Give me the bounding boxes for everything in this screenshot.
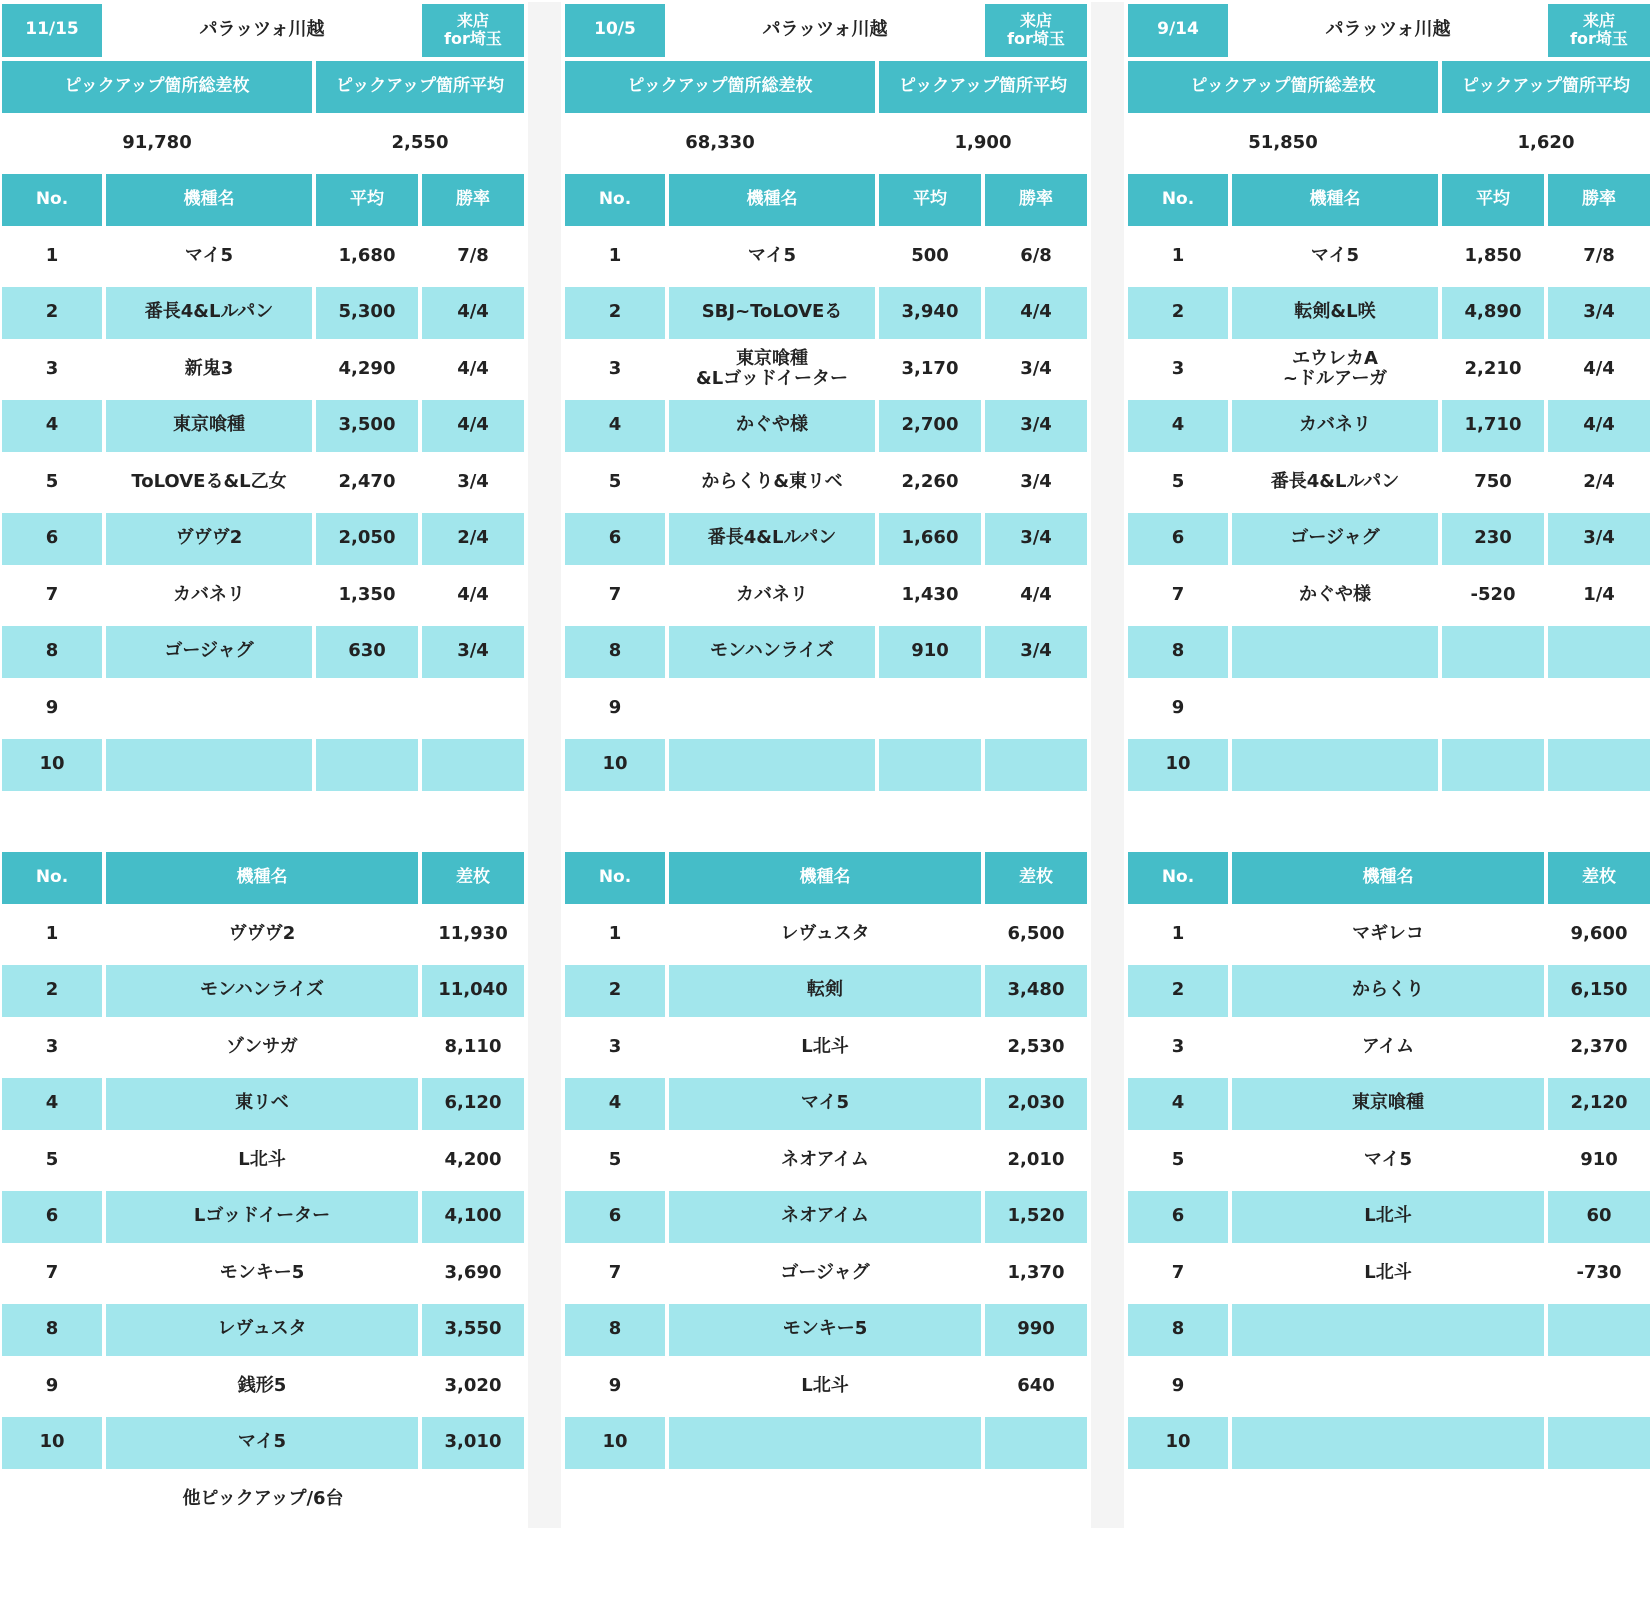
ranking-row-no: 4 bbox=[2, 1078, 102, 1131]
pickup-row-average: -520 bbox=[1442, 569, 1544, 622]
pickup-row-average: 2,050 bbox=[316, 513, 418, 566]
pickup-row-average bbox=[316, 682, 418, 735]
ranking-row-machine: マイ5 bbox=[1232, 1134, 1544, 1187]
col-header-machine: 機種名 bbox=[669, 174, 875, 227]
ranking-row-no: 9 bbox=[2, 1360, 102, 1413]
col-header-average: 平均 bbox=[879, 174, 981, 227]
pickup-row-win-rate: 2/4 bbox=[1548, 456, 1650, 509]
ranking-row-no: 8 bbox=[1128, 1304, 1228, 1357]
pickup-row-no: 1 bbox=[2, 230, 102, 283]
ranking-row-machine: マギレコ bbox=[1232, 908, 1544, 961]
average-diff-value: 2,550 bbox=[316, 117, 524, 170]
pickup-row-no: 10 bbox=[1128, 739, 1228, 792]
pickup-row-no: 2 bbox=[1128, 287, 1228, 340]
pickup-row-average: 2,700 bbox=[879, 400, 981, 453]
col-header-no: No. bbox=[2, 852, 102, 905]
pickup-row-average: 500 bbox=[879, 230, 981, 283]
pickup-row-average: 4,890 bbox=[1442, 287, 1544, 340]
pickup-row-win-rate: 4/4 bbox=[1548, 400, 1650, 453]
pickup-row-win-rate: 7/8 bbox=[1548, 230, 1650, 283]
pickup-row-average: 1,350 bbox=[316, 569, 418, 622]
pickup-row-average: 910 bbox=[879, 626, 981, 679]
footer-note bbox=[1128, 1473, 1650, 1526]
ranking-row-machine: 東京喰種 bbox=[1232, 1078, 1544, 1131]
pickup-row-no: 9 bbox=[2, 682, 102, 735]
panel-gap bbox=[528, 2, 561, 1528]
ranking-row-no: 5 bbox=[2, 1134, 102, 1187]
pickup-row-win-rate: 4/4 bbox=[422, 400, 524, 453]
pickup-row-average: 3,170 bbox=[879, 343, 981, 396]
col-header-diff: 差枚 bbox=[1548, 852, 1650, 905]
ranking-row-diff: 2,370 bbox=[1548, 1021, 1650, 1074]
pickup-row-machine: 番長4&Lルパン bbox=[1232, 456, 1438, 509]
ranking-row-no: 9 bbox=[1128, 1360, 1228, 1413]
pickup-row-win-rate: 6/8 bbox=[985, 230, 1087, 283]
ranking-row-no: 10 bbox=[1128, 1417, 1228, 1470]
pickup-row-no: 1 bbox=[565, 230, 665, 283]
ranking-row-diff: 6,500 bbox=[985, 908, 1087, 961]
ranking-row-machine bbox=[1232, 1360, 1544, 1413]
total-diff-value: 68,330 bbox=[565, 117, 875, 170]
ranking-row-machine: L北斗 bbox=[1232, 1191, 1544, 1244]
pickup-row-win-rate: 4/4 bbox=[985, 287, 1087, 340]
pickup-row-average: 1,430 bbox=[879, 569, 981, 622]
ranking-row-machine: モンキー5 bbox=[669, 1304, 981, 1357]
ranking-row-machine: L北斗 bbox=[1232, 1247, 1544, 1300]
pickup-row-no: 5 bbox=[1128, 456, 1228, 509]
ranking-row-machine: レヴュスタ bbox=[106, 1304, 418, 1357]
store-name: パラッツォ川越 bbox=[669, 4, 981, 57]
spacer-cell bbox=[985, 795, 1087, 848]
ranking-row-diff: 640 bbox=[985, 1360, 1087, 1413]
ranking-row-no: 5 bbox=[1128, 1134, 1228, 1187]
col-header-no: No. bbox=[1128, 174, 1228, 227]
ranking-row-machine: 銭形5 bbox=[106, 1360, 418, 1413]
ranking-row-no: 8 bbox=[565, 1304, 665, 1357]
ranking-row-machine: マイ5 bbox=[106, 1417, 418, 1470]
col-header-machine: 機種名 bbox=[669, 852, 981, 905]
footer-note bbox=[565, 1473, 1087, 1526]
ranking-row-diff: -730 bbox=[1548, 1247, 1650, 1300]
pickup-row-win-rate bbox=[1548, 682, 1650, 735]
ranking-row-no: 2 bbox=[2, 965, 102, 1018]
ranking-row-diff: 3,010 bbox=[422, 1417, 524, 1470]
col-header-average: 平均 bbox=[316, 174, 418, 227]
total-diff-header: ピックアップ箇所総差枚 bbox=[565, 61, 875, 114]
pickup-row-no: 8 bbox=[2, 626, 102, 679]
pickup-row-average bbox=[879, 739, 981, 792]
pickup-row-machine: 新鬼3 bbox=[106, 343, 312, 396]
pickup-row-machine: ゴージャグ bbox=[106, 626, 312, 679]
store-name: パラッツォ川越 bbox=[106, 4, 418, 57]
pickup-row-win-rate: 3/4 bbox=[985, 456, 1087, 509]
pickup-row-average: 2,210 bbox=[1442, 343, 1544, 396]
spacer-cell bbox=[1548, 795, 1650, 848]
ranking-row-machine: ゾンサガ bbox=[106, 1021, 418, 1074]
col-header-no: No. bbox=[565, 852, 665, 905]
pickup-row-no: 5 bbox=[2, 456, 102, 509]
pickup-row-machine: カバネリ bbox=[106, 569, 312, 622]
pickup-row-machine: 転剣&L咲 bbox=[1232, 287, 1438, 340]
pickup-row-machine: ヴヴヴ2 bbox=[106, 513, 312, 566]
pickup-row-average: 3,940 bbox=[879, 287, 981, 340]
date-label: 11/15 bbox=[2, 4, 102, 57]
ranking-row-machine: からくり bbox=[1232, 965, 1544, 1018]
pickup-row-machine: かぐや様 bbox=[669, 400, 875, 453]
pickup-row-no: 7 bbox=[1128, 569, 1228, 622]
ranking-row-machine: ゴージャグ bbox=[669, 1247, 981, 1300]
average-diff-header: ピックアップ箇所平均 bbox=[316, 61, 524, 114]
ranking-row-diff: 60 bbox=[1548, 1191, 1650, 1244]
pickup-row-machine bbox=[1232, 682, 1438, 735]
pickup-row-no: 3 bbox=[565, 343, 665, 396]
pickup-row-win-rate: 2/4 bbox=[422, 513, 524, 566]
pickup-row-no: 3 bbox=[2, 343, 102, 396]
store-name: パラッツォ川越 bbox=[1232, 4, 1544, 57]
col-header-machine: 機種名 bbox=[1232, 852, 1544, 905]
ranking-row-machine: モンハンライズ bbox=[106, 965, 418, 1018]
spacer-cell bbox=[1128, 795, 1228, 848]
ranking-row-machine: マイ5 bbox=[669, 1078, 981, 1131]
pickup-row-win-rate bbox=[1548, 626, 1650, 679]
average-diff-header: ピックアップ箇所平均 bbox=[1442, 61, 1650, 114]
ranking-row-no: 10 bbox=[2, 1417, 102, 1470]
col-header-average: 平均 bbox=[1442, 174, 1544, 227]
pickup-row-no: 5 bbox=[565, 456, 665, 509]
pickup-row-win-rate bbox=[985, 682, 1087, 735]
ranking-row-diff: 9,600 bbox=[1548, 908, 1650, 961]
ranking-row-diff: 3,550 bbox=[422, 1304, 524, 1357]
pickup-row-win-rate: 3/4 bbox=[422, 456, 524, 509]
col-header-diff: 差枚 bbox=[985, 852, 1087, 905]
ranking-row-no: 2 bbox=[1128, 965, 1228, 1018]
pickup-row-no: 7 bbox=[2, 569, 102, 622]
pickup-row-win-rate bbox=[422, 682, 524, 735]
pickup-row-win-rate: 3/4 bbox=[985, 400, 1087, 453]
pickup-row-win-rate: 4/4 bbox=[422, 569, 524, 622]
col-header-machine: 機種名 bbox=[106, 174, 312, 227]
average-diff-value: 1,900 bbox=[879, 117, 1087, 170]
pickup-row-no: 2 bbox=[2, 287, 102, 340]
pickup-row-machine bbox=[1232, 739, 1438, 792]
ranking-row-diff: 2,530 bbox=[985, 1021, 1087, 1074]
date-label: 10/5 bbox=[565, 4, 665, 57]
pickup-row-average: 3,500 bbox=[316, 400, 418, 453]
spacer-cell bbox=[1232, 795, 1544, 848]
pickup-row-no: 1 bbox=[1128, 230, 1228, 283]
ranking-row-no: 1 bbox=[1128, 908, 1228, 961]
pickup-row-no: 9 bbox=[1128, 682, 1228, 735]
pickup-row-win-rate: 4/4 bbox=[422, 343, 524, 396]
ranking-row-machine bbox=[1232, 1304, 1544, 1357]
spacer-cell bbox=[565, 795, 665, 848]
ranking-row-diff: 2,030 bbox=[985, 1078, 1087, 1131]
ranking-row-no: 3 bbox=[2, 1021, 102, 1074]
ranking-row-diff: 11,930 bbox=[422, 908, 524, 961]
ranking-row-no: 7 bbox=[565, 1247, 665, 1300]
pickup-row-machine: SBJ~ToLOVEる bbox=[669, 287, 875, 340]
ranking-row-diff: 8,110 bbox=[422, 1021, 524, 1074]
pickup-row-no: 8 bbox=[565, 626, 665, 679]
ranking-row-machine: モンキー5 bbox=[106, 1247, 418, 1300]
ranking-row-diff: 1,520 bbox=[985, 1191, 1087, 1244]
ranking-row-no: 8 bbox=[2, 1304, 102, 1357]
pickup-row-machine bbox=[106, 739, 312, 792]
pickup-row-machine: 東京喰種 &Lゴッドイーター bbox=[669, 343, 875, 396]
pickup-row-win-rate: 3/4 bbox=[1548, 287, 1650, 340]
pickup-row-machine: マイ5 bbox=[669, 230, 875, 283]
pickup-row-average: 4,290 bbox=[316, 343, 418, 396]
ranking-row-diff bbox=[1548, 1417, 1650, 1470]
pickup-row-machine: カバネリ bbox=[669, 569, 875, 622]
col-header-machine: 機種名 bbox=[106, 852, 418, 905]
spacer-cell bbox=[669, 795, 981, 848]
pickup-row-machine: からくり&東リベ bbox=[669, 456, 875, 509]
spacer-cell bbox=[2, 795, 102, 848]
col-header-machine: 機種名 bbox=[1232, 174, 1438, 227]
ranking-row-machine bbox=[669, 1417, 981, 1470]
ranking-row-diff: 4,100 bbox=[422, 1191, 524, 1244]
ranking-row-no: 1 bbox=[565, 908, 665, 961]
pickup-row-machine: 東京喰種 bbox=[106, 400, 312, 453]
average-diff-value: 1,620 bbox=[1442, 117, 1650, 170]
pickup-row-machine: エウレカA ~ドルアーガ bbox=[1232, 343, 1438, 396]
pickup-row-machine bbox=[669, 682, 875, 735]
pickup-row-machine bbox=[1232, 626, 1438, 679]
total-diff-value: 51,850 bbox=[1128, 117, 1438, 170]
ranking-row-no: 6 bbox=[2, 1191, 102, 1244]
ranking-row-diff bbox=[1548, 1360, 1650, 1413]
spacer-cell bbox=[422, 795, 524, 848]
pickup-row-no: 6 bbox=[2, 513, 102, 566]
ranking-row-diff: 1,370 bbox=[985, 1247, 1087, 1300]
col-header-win-rate: 勝率 bbox=[1548, 174, 1650, 227]
pickup-row-average: 2,470 bbox=[316, 456, 418, 509]
pickup-row-win-rate: 3/4 bbox=[985, 626, 1087, 679]
pickup-row-win-rate bbox=[985, 739, 1087, 792]
pickup-row-average: 1,850 bbox=[1442, 230, 1544, 283]
pickup-row-win-rate: 4/4 bbox=[1548, 343, 1650, 396]
pickup-row-average: 750 bbox=[1442, 456, 1544, 509]
pickup-row-win-rate: 3/4 bbox=[422, 626, 524, 679]
ranking-row-diff: 990 bbox=[985, 1304, 1087, 1357]
pickup-row-average: 5,300 bbox=[316, 287, 418, 340]
pickup-row-average: 630 bbox=[316, 626, 418, 679]
ranking-row-no: 2 bbox=[565, 965, 665, 1018]
pickup-row-average bbox=[316, 739, 418, 792]
col-header-no: No. bbox=[565, 174, 665, 227]
ranking-row-machine: ヴヴヴ2 bbox=[106, 908, 418, 961]
ranking-row-no: 5 bbox=[565, 1134, 665, 1187]
pickup-row-no: 10 bbox=[565, 739, 665, 792]
pickup-row-no: 6 bbox=[565, 513, 665, 566]
pickup-row-average bbox=[1442, 739, 1544, 792]
pickup-row-machine: カバネリ bbox=[1232, 400, 1438, 453]
pickup-row-no: 7 bbox=[565, 569, 665, 622]
pickup-row-machine bbox=[106, 682, 312, 735]
col-header-diff: 差枚 bbox=[422, 852, 524, 905]
pickup-row-no: 4 bbox=[2, 400, 102, 453]
pickup-row-win-rate: 4/4 bbox=[422, 287, 524, 340]
ranking-row-no: 6 bbox=[565, 1191, 665, 1244]
pickup-row-win-rate bbox=[422, 739, 524, 792]
pickup-row-win-rate: 3/4 bbox=[985, 513, 1087, 566]
pickup-row-no: 4 bbox=[565, 400, 665, 453]
ranking-row-machine: Lゴッドイーター bbox=[106, 1191, 418, 1244]
visit-badge: 来店 for埼玉 bbox=[422, 4, 524, 57]
pickup-row-machine: ToLOVEる&L乙女 bbox=[106, 456, 312, 509]
footer-note: 他ピックアップ/6台 bbox=[2, 1473, 524, 1526]
panel-gap bbox=[1091, 2, 1124, 1528]
pickup-row-win-rate: 3/4 bbox=[1548, 513, 1650, 566]
col-header-no: No. bbox=[2, 174, 102, 227]
pickup-row-no: 3 bbox=[1128, 343, 1228, 396]
ranking-row-no: 4 bbox=[1128, 1078, 1228, 1131]
pickup-row-average: 2,260 bbox=[879, 456, 981, 509]
pickup-row-average bbox=[1442, 626, 1544, 679]
ranking-row-machine: アイム bbox=[1232, 1021, 1544, 1074]
pickup-row-average: 1,710 bbox=[1442, 400, 1544, 453]
ranking-row-machine: レヴュスタ bbox=[669, 908, 981, 961]
ranking-row-diff: 2,120 bbox=[1548, 1078, 1650, 1131]
ranking-row-machine: ネオアイム bbox=[669, 1191, 981, 1244]
ranking-row-diff bbox=[1548, 1304, 1650, 1357]
ranking-row-diff: 4,200 bbox=[422, 1134, 524, 1187]
pickup-row-no: 8 bbox=[1128, 626, 1228, 679]
ranking-row-no: 3 bbox=[1128, 1021, 1228, 1074]
ranking-row-machine: L北斗 bbox=[106, 1134, 418, 1187]
ranking-row-machine: L北斗 bbox=[669, 1360, 981, 1413]
ranking-row-no: 1 bbox=[2, 908, 102, 961]
visit-badge: 来店 for埼玉 bbox=[1548, 4, 1650, 57]
ranking-row-diff: 6,120 bbox=[422, 1078, 524, 1131]
date-label: 9/14 bbox=[1128, 4, 1228, 57]
pickup-row-win-rate: 1/4 bbox=[1548, 569, 1650, 622]
pickup-row-average bbox=[1442, 682, 1544, 735]
ranking-row-machine bbox=[1232, 1417, 1544, 1470]
ranking-row-diff: 910 bbox=[1548, 1134, 1650, 1187]
pickup-row-average bbox=[879, 682, 981, 735]
pickup-row-machine: モンハンライズ bbox=[669, 626, 875, 679]
pickup-row-no: 9 bbox=[565, 682, 665, 735]
ranking-row-no: 7 bbox=[1128, 1247, 1228, 1300]
spacer-cell bbox=[106, 795, 418, 848]
ranking-row-machine: ネオアイム bbox=[669, 1134, 981, 1187]
ranking-row-diff bbox=[985, 1417, 1087, 1470]
ranking-row-no: 6 bbox=[1128, 1191, 1228, 1244]
pickup-row-win-rate: 3/4 bbox=[985, 343, 1087, 396]
ranking-row-diff: 3,020 bbox=[422, 1360, 524, 1413]
total-diff-header: ピックアップ箇所総差枚 bbox=[2, 61, 312, 114]
pickup-row-win-rate: 7/8 bbox=[422, 230, 524, 283]
col-header-no: No. bbox=[1128, 852, 1228, 905]
pickup-row-machine: 番長4&Lルパン bbox=[669, 513, 875, 566]
total-diff-value: 91,780 bbox=[2, 117, 312, 170]
ranking-row-diff: 2,010 bbox=[985, 1134, 1087, 1187]
pickup-row-machine: マイ5 bbox=[106, 230, 312, 283]
pickup-row-machine bbox=[669, 739, 875, 792]
pickup-row-machine: 番長4&Lルパン bbox=[106, 287, 312, 340]
ranking-row-no: 3 bbox=[565, 1021, 665, 1074]
ranking-row-machine: 転剣 bbox=[669, 965, 981, 1018]
pickup-row-no: 2 bbox=[565, 287, 665, 340]
pickup-row-average: 230 bbox=[1442, 513, 1544, 566]
total-diff-header: ピックアップ箇所総差枚 bbox=[1128, 61, 1438, 114]
col-header-win-rate: 勝率 bbox=[985, 174, 1087, 227]
pickup-row-average: 1,660 bbox=[879, 513, 981, 566]
ranking-row-diff: 11,040 bbox=[422, 965, 524, 1018]
pickup-row-win-rate bbox=[1548, 739, 1650, 792]
ranking-row-diff: 3,480 bbox=[985, 965, 1087, 1018]
pickup-row-no: 10 bbox=[2, 739, 102, 792]
ranking-row-machine: 東リベ bbox=[106, 1078, 418, 1131]
ranking-row-machine: L北斗 bbox=[669, 1021, 981, 1074]
pickup-row-no: 4 bbox=[1128, 400, 1228, 453]
ranking-row-no: 9 bbox=[565, 1360, 665, 1413]
ranking-row-diff: 6,150 bbox=[1548, 965, 1650, 1018]
visit-badge: 来店 for埼玉 bbox=[985, 4, 1087, 57]
pickup-row-win-rate: 4/4 bbox=[985, 569, 1087, 622]
pickup-row-machine: マイ5 bbox=[1232, 230, 1438, 283]
pickup-row-machine: ゴージャグ bbox=[1232, 513, 1438, 566]
ranking-row-no: 4 bbox=[565, 1078, 665, 1131]
ranking-row-no: 10 bbox=[565, 1417, 665, 1470]
col-header-win-rate: 勝率 bbox=[422, 174, 524, 227]
ranking-row-no: 7 bbox=[2, 1247, 102, 1300]
ranking-row-diff: 3,690 bbox=[422, 1247, 524, 1300]
average-diff-header: ピックアップ箇所平均 bbox=[879, 61, 1087, 114]
pickup-row-average: 1,680 bbox=[316, 230, 418, 283]
pickup-row-machine: かぐや様 bbox=[1232, 569, 1438, 622]
pickup-row-no: 6 bbox=[1128, 513, 1228, 566]
